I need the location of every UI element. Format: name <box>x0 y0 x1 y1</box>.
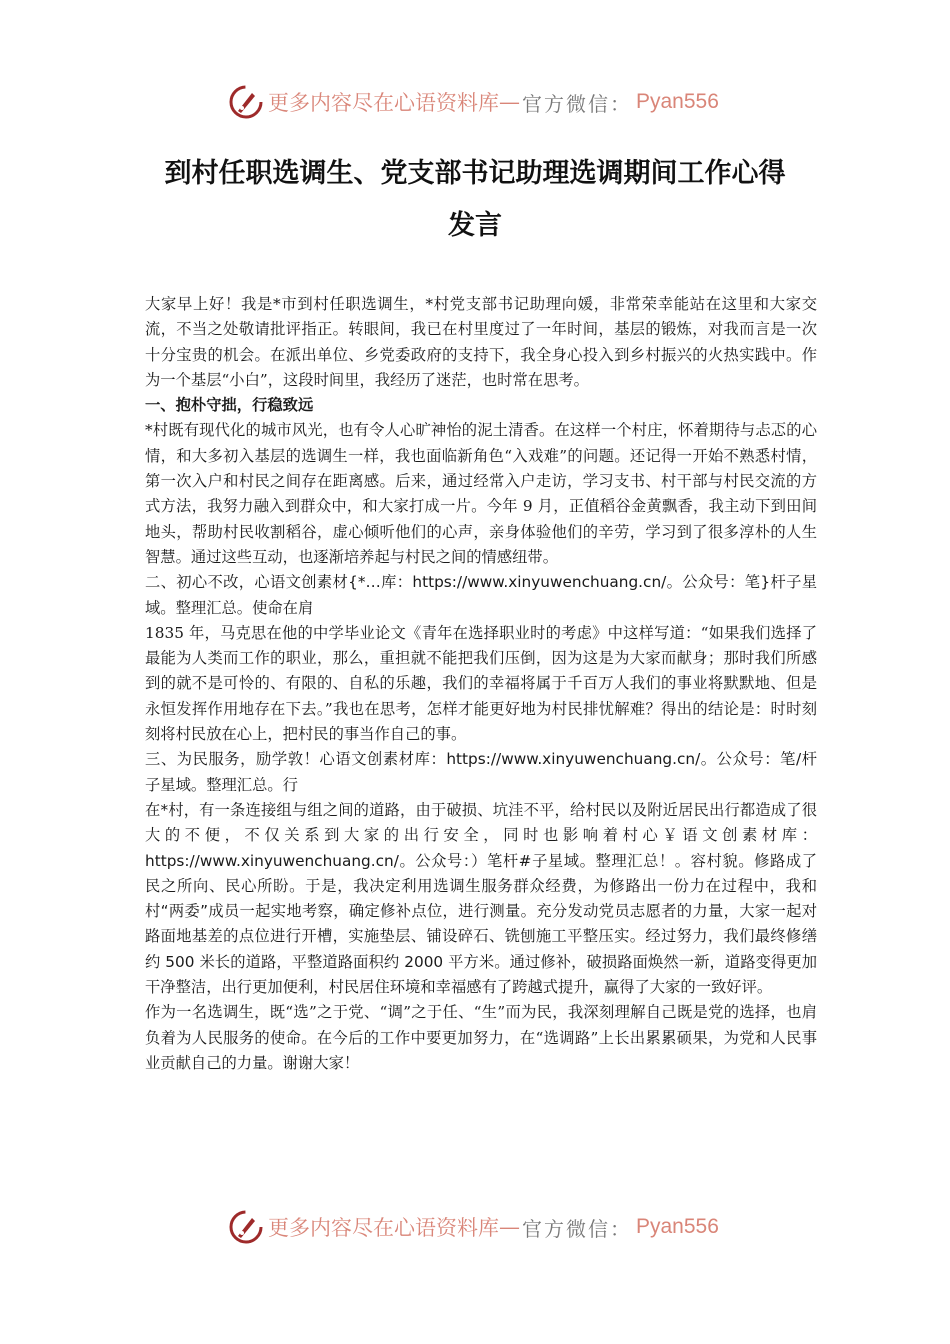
paragraph-section-3: 在*村，有一条连接组与组之间的道路，由于破损、坑洼不平，给村民以及附近居民出行都造成了很大的不便，不仅关系到大家的出行安全，同时也影响着村心￥语文创素材库：https://www.xinyuwenchuang.cn/。公众号：）笔杆#子星域。整理汇总！。容村貌。修路成了民之所向、民心所盼。于是，我决定利用选调生服务群众经费，为修路出一份力在过程中，我和村“两委”成员一起实地考察，确定修补点位，进行测量。充分发动党员志愿者的力量，大家一起对路面地基差的点位进行开槽，实施垫层、铺设碎石、铣刨施工平整压实。经过努力，我们最终修缮约 500 米长的道路，平整道路面积约 2000 平方米。通过修补，破损路面焕然一新，道路变得更加干净整洁，出行更加便利，村民居住环境和幸福感有了跨越式提升，赢得了大家的一致好评。 <box>145 800 817 997</box>
paragraph-section-1: *村既有现代化的城市风光，也有令人心旷神怡的泥土清香。在这样一个村庄，怀着期待与忐忑的心情，和大多初入基层的选调生一样，我也面临新角色“入戏难”的问题。还记得一开始不熟悉村情，第一次入户和村民之间存在距离感。后来，通过经常入户走访，学习支书、村干部与村民交流的方式方法，我努力融入到群众中，和大家打成一片。今年 9 月，正值稻谷金黄飘香，我主动下到田间地头，帮助村民收割稻谷，虚心倾听他们的心声，亲身体验他们的辛劳，学习到了很多淳朴的人生智慧。通过这些互动，也逐渐培养起与村民之间的情感纽带。 <box>145 421 817 566</box>
paragraph-intro: 大家早上好！我是*市到村任职选调生，*村党支部书记助理向媛，非常荣幸能站在这里和大家交流，不当之处敬请批评指正。转眼间，我已在村里度过了一年时间，基层的锻炼，对我而言是一次十分宝贵的机会。在派出单位、乡党委政府的支持下，我全身心投入到乡村振兴的火热实践中。作为一个基层“小白”，这段时间里，我经历了迷茫，也时常在思考。 <box>145 295 817 389</box>
document-title <box>140 148 810 252</box>
document-body <box>145 292 817 1076</box>
header-banner <box>228 82 728 122</box>
section-heading-3: 三、为民服务，励学敦！心语文创素材库：https://www.xinyuwenchuang.cn/。公众号：笔/杆子星域。整理汇总。行 <box>145 750 817 794</box>
quill-logo-icon <box>228 84 264 120</box>
banner-wechat-id: Pyan556 <box>636 90 719 113</box>
section-heading-1: 一、抱朴守拙，行稳致远 <box>145 396 314 415</box>
title-line-2: 发言 <box>448 210 502 241</box>
paragraph-section-2: 1835 年，马克思在他的中学毕业论文《青年在选择职业时的考虑》中这样写道：“如果我们选择了最能为人类而工作的职业，那么，重担就不能把我们压倒，因为这是为大家而献身；那时我们所感到的就不是可怜的、有限的、自私的乐趣，我们的幸福将属于千百万人我们的事业将默默地、但是永恒发挥作用地存在下去。”我也在思考，怎样才能更好地为村民排忧解难？得出的结论是：时时刻刻将村民放在心上，把村民的事当作自己的事。 <box>145 623 817 744</box>
quill-logo-icon <box>228 1209 264 1245</box>
banner-dash: — <box>499 1215 520 1239</box>
paragraph-closing: 作为一名选调生，既“选”之于党、“调”之于任、“生”而为民，我深刻理解自己既是党的选择，也肩负着为人民服务的使命。在今后的工作中要更加努力，在“选调路”上长出累累硕果，为党和人民事业贡献自己的力量。谢谢大家！ <box>145 1003 817 1072</box>
banner-wechat-label: 官方微信： <box>522 91 632 116</box>
title-line-1: 到村任职选调生、党支部书记助理选调期间工作心得 <box>164 158 786 189</box>
banner-wechat-label: 官方微信： <box>522 1216 632 1241</box>
footer-banner <box>228 1207 728 1247</box>
banner-wechat-id: Pyan556 <box>636 1215 719 1238</box>
section-heading-2: 二、初心不改，心语文创素材{*…库：https://www.xinyuwenchuang.cn/。公众号：笔}杆子星域。整理汇总。使命在肩 <box>145 573 817 617</box>
banner-main-text: 更多内容尽在心语资料库 <box>268 1216 499 1240</box>
banner-main-text: 更多内容尽在心语资料库 <box>268 91 499 115</box>
banner-dash: — <box>499 90 520 114</box>
